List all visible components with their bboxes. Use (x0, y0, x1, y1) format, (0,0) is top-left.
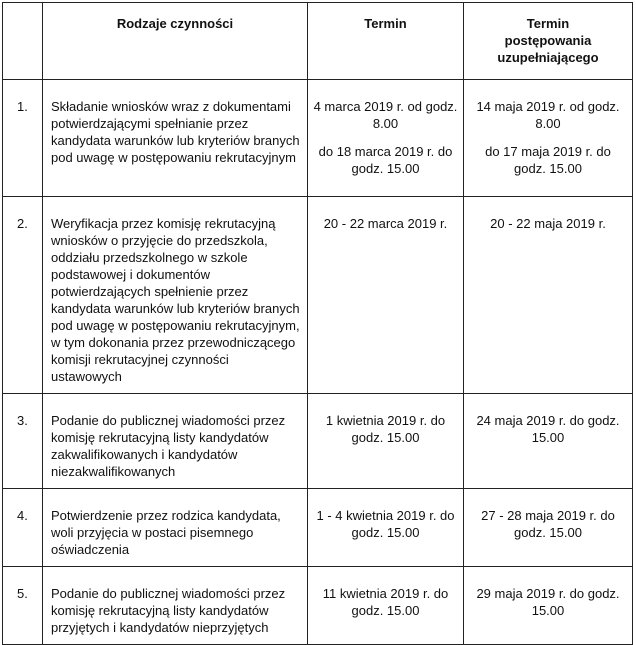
header-supplementary-line: postępowania (504, 33, 592, 48)
table-row (3, 489, 633, 567)
table-row (3, 394, 633, 489)
term-line: 1 - 4 kwietnia 2019 r. do godz. 15.00 (316, 508, 455, 540)
supplementary-term-line: 27 - 28 maja 2019 r. do godz. 15.00 (481, 508, 615, 540)
supplementary-term-cell (464, 80, 633, 197)
supplementary-term-cell (464, 197, 633, 394)
activity-cell: Weryfikacja przez komisję rekrutacyjną wniosków o przyjęcie do przedszkola, oddziału przedszkolnego w szkole podstawowej i dokumentów potwierdzających spełnienie przez kandydata warunków lub kryteriów branych pod uwagę w postępowaniu rekrutacyjnym, w tym dokonania przez przewodniczącego komisji rekrutacyjnej czynności ustawowych (43, 197, 308, 394)
supplementary-term-line: 24 maja 2019 r. do godz. 15.00 (476, 413, 620, 445)
row-number: 2. (3, 197, 43, 394)
supplementary-term-line: 29 maja 2019 r. do godz. 15.00 (476, 586, 620, 618)
term-cell (308, 567, 464, 645)
row-number: 5. (3, 567, 43, 645)
term-line: 11 kwietnia 2019 r. do godz. 15.00 (322, 586, 449, 618)
row-number: 4. (3, 489, 43, 567)
activity-cell: Składanie wniosków wraz z dokumentami potwierdzającymi spełnianie przez kandydata warunków lub kryteriów branych pod uwagę w postępowaniu rekrutacyjnym (43, 80, 308, 197)
recruitment-schedule-table (2, 2, 633, 645)
supplementary-term-line: 14 maja 2019 r. od godz. 8.00 (476, 99, 620, 131)
header-number (3, 3, 43, 80)
header-supplementary-line: Termin (526, 16, 570, 31)
term-line: 4 marca 2019 r. od godz. 8.00 (313, 99, 458, 131)
term-line: 20 - 22 marca 2019 r. (323, 216, 448, 231)
table-row (3, 80, 633, 197)
term-cell (308, 394, 464, 489)
term-line: do 18 marca 2019 r. do godz. 15.00 (318, 144, 453, 176)
term-line: 1 kwietnia 2019 r. do godz. 15.00 (325, 413, 446, 445)
activity-cell: Podanie do publicznej wiadomości przez komisję rekrutacyjną listy kandydatów przyjętych i kandydatów nieprzyjętych (43, 567, 308, 645)
supplementary-term-line: 20 - 22 maja 2019 r. (490, 216, 606, 231)
row-number: 1. (3, 80, 43, 197)
term-cell (308, 489, 464, 567)
table-row (3, 197, 633, 394)
row-number: 3. (3, 394, 43, 489)
supplementary-term-cell (464, 489, 633, 567)
supplementary-term-cell (464, 394, 633, 489)
header-activity: Rodzaje czynności (43, 3, 308, 80)
activity-cell: Potwierdzenie przez rodzica kandydata, woli przyjęcia w postaci pisemnego oświadczenia (43, 489, 308, 567)
table-row (3, 567, 633, 645)
header-supplementary-line: uzupełniającego (497, 50, 599, 65)
term-cell (308, 80, 464, 197)
activity-cell: Podanie do publicznej wiadomości przez komisję rekrutacyjną listy kandydatów zakwalifikowanych i kandydatów niezakwalifikowanych (43, 394, 308, 489)
header-supplementary (464, 3, 633, 80)
header-term: Termin (308, 3, 464, 80)
header-row (3, 3, 633, 80)
supplementary-term-cell (464, 567, 633, 645)
term-cell (308, 197, 464, 394)
supplementary-term-line: do 17 maja 2019 r. do godz. 15.00 (485, 144, 611, 176)
